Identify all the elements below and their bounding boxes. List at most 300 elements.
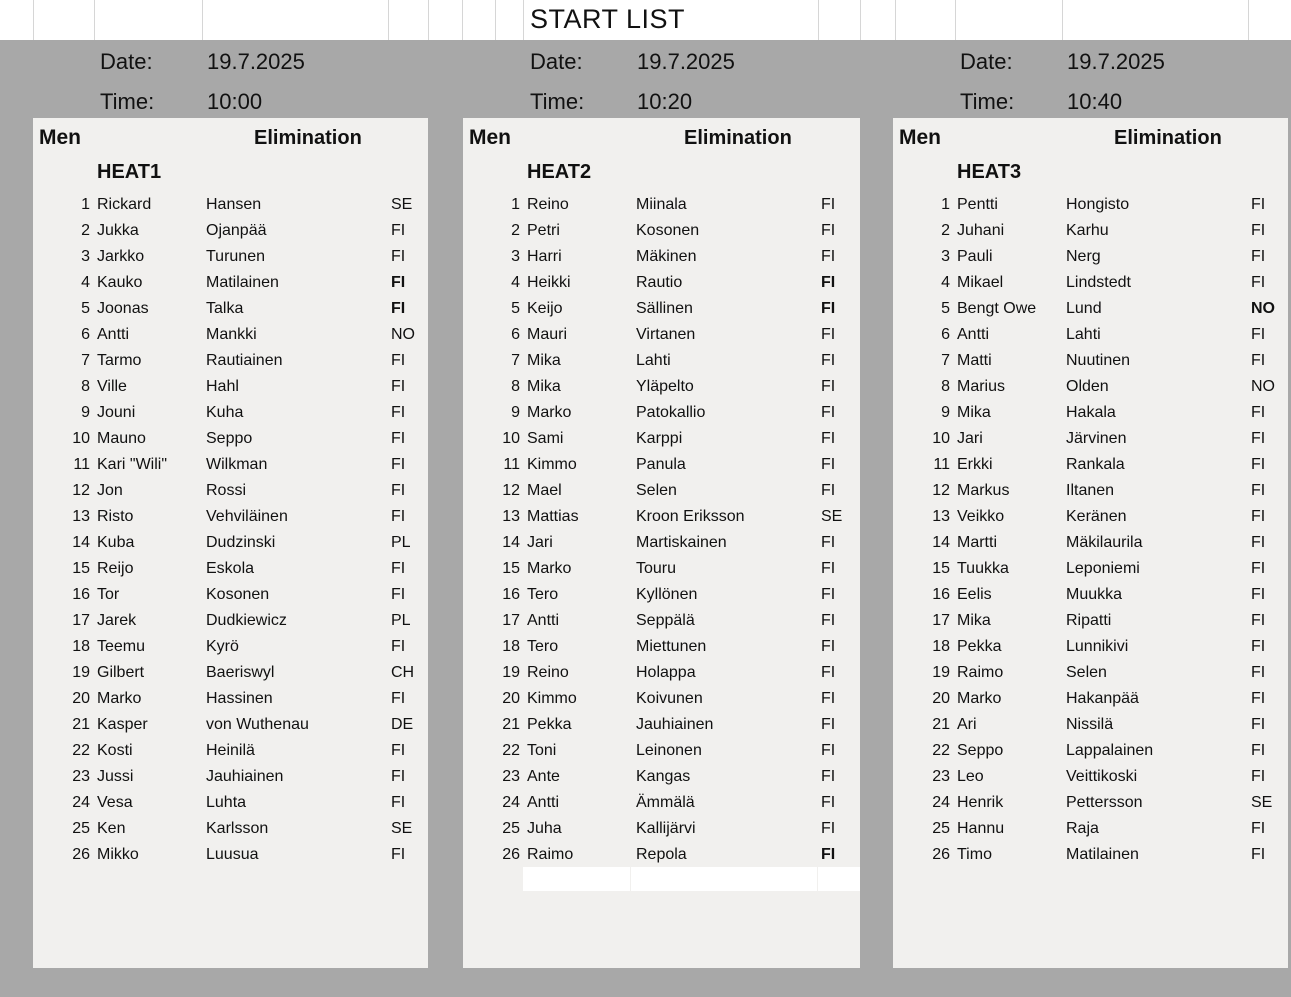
first-name-cell[interactable]: Jarek <box>97 612 137 629</box>
last-name-cell[interactable]: Jauhiainen <box>206 768 284 785</box>
country-cell[interactable]: FI <box>821 274 836 291</box>
country-cell[interactable]: FI <box>391 690 406 707</box>
time-value[interactable]: 10:00 <box>207 89 263 114</box>
last-name-cell[interactable]: Lund <box>1066 300 1102 317</box>
last-name-cell[interactable]: Kosonen <box>206 586 270 603</box>
country-cell[interactable]: FI <box>391 430 406 447</box>
last-name-cell[interactable]: Hassinen <box>206 690 273 707</box>
country-cell[interactable]: FI <box>821 664 836 681</box>
country-cell[interactable]: FI <box>821 586 836 603</box>
first-name-cell[interactable]: Mael <box>527 482 562 499</box>
time-label[interactable]: Time: <box>100 89 155 114</box>
country-cell[interactable]: FI <box>1251 612 1266 629</box>
bib-number-cell[interactable]: 19 <box>502 664 520 681</box>
first-name-cell[interactable]: Sami <box>527 430 564 447</box>
country-cell[interactable]: FI <box>391 794 406 811</box>
last-name-cell[interactable]: Heinilä <box>206 742 255 759</box>
bib-number-cell[interactable]: 17 <box>932 612 950 629</box>
last-name-cell[interactable]: Mankki <box>206 326 257 343</box>
bib-number-cell[interactable]: 11 <box>503 456 520 473</box>
country-cell[interactable]: FI <box>391 638 406 655</box>
bib-number-cell[interactable]: 7 <box>81 352 90 369</box>
first-name-cell[interactable]: Gilbert <box>97 664 145 681</box>
bib-number-cell[interactable]: 8 <box>81 378 90 395</box>
bib-number-cell[interactable]: 2 <box>81 222 90 239</box>
last-name-cell[interactable]: Miinala <box>636 196 687 213</box>
last-name-cell[interactable]: Martiskainen <box>636 534 727 551</box>
time-value[interactable]: 10:20 <box>637 89 693 114</box>
country-cell[interactable]: FI <box>1251 352 1266 369</box>
first-name-cell[interactable]: Hannu <box>957 820 1005 837</box>
time-value[interactable]: 10:40 <box>1067 89 1123 114</box>
bib-number-cell[interactable]: 5 <box>941 300 950 317</box>
first-name-cell[interactable]: Mattias <box>527 508 579 525</box>
bib-number-cell[interactable]: 25 <box>502 820 520 837</box>
first-name-cell[interactable]: Martti <box>957 534 997 551</box>
date-label[interactable]: Date: <box>100 49 153 74</box>
bib-number-cell[interactable]: 20 <box>72 690 90 707</box>
bib-number-cell[interactable]: 8 <box>511 378 520 395</box>
country-cell[interactable]: NO <box>1251 300 1275 317</box>
country-cell[interactable]: FI <box>1251 560 1266 577</box>
country-cell[interactable]: FI <box>1251 508 1266 525</box>
last-name-cell[interactable]: Leinonen <box>636 742 702 759</box>
last-name-cell[interactable]: Nuutinen <box>1066 352 1131 369</box>
country-cell[interactable]: FI <box>391 742 406 759</box>
last-name-cell[interactable]: Hakala <box>1066 404 1116 421</box>
country-cell[interactable]: FI <box>1251 430 1266 447</box>
country-cell[interactable]: FI <box>821 300 836 317</box>
last-name-cell[interactable]: Selen <box>1066 664 1107 681</box>
last-name-cell[interactable]: Touru <box>636 560 677 577</box>
bib-number-cell[interactable]: 22 <box>502 742 520 759</box>
first-name-cell[interactable]: Jari <box>527 534 553 551</box>
last-name-cell[interactable]: Karppi <box>636 430 683 447</box>
country-cell[interactable]: FI <box>1251 716 1266 733</box>
bib-number-cell[interactable]: 16 <box>502 586 520 603</box>
last-name-cell[interactable]: Ojanpää <box>206 222 267 239</box>
last-name-cell[interactable]: Lahti <box>1066 326 1101 343</box>
first-name-cell[interactable]: Reino <box>527 664 569 681</box>
bib-number-cell[interactable]: 23 <box>932 768 950 785</box>
last-name-cell[interactable]: Koivunen <box>636 690 703 707</box>
last-name-cell[interactable]: Karlsson <box>206 820 269 837</box>
first-name-cell[interactable]: Pauli <box>957 248 993 265</box>
country-cell[interactable]: FI <box>821 222 836 239</box>
empty-cell[interactable] <box>523 867 630 891</box>
bib-number-cell[interactable]: 4 <box>511 274 520 291</box>
bib-number-cell[interactable]: 13 <box>932 508 950 525</box>
bib-number-cell[interactable]: 17 <box>502 612 520 629</box>
time-label[interactable]: Time: <box>530 89 585 114</box>
country-cell[interactable]: FI <box>1251 820 1266 837</box>
last-name-cell[interactable]: Iltanen <box>1066 482 1115 499</box>
date-label[interactable]: Date: <box>960 49 1013 74</box>
country-cell[interactable]: FI <box>391 482 406 499</box>
country-cell[interactable]: CH <box>391 664 415 681</box>
first-name-cell[interactable]: Bengt Owe <box>957 300 1037 317</box>
bib-number-cell[interactable]: 4 <box>81 274 90 291</box>
country-cell[interactable]: FI <box>1251 768 1266 785</box>
last-name-cell[interactable]: Holappa <box>636 664 696 681</box>
bib-number-cell[interactable]: 15 <box>502 560 520 577</box>
first-name-cell[interactable]: Marko <box>527 404 572 421</box>
first-name-cell[interactable]: Antti <box>527 612 560 629</box>
last-name-cell[interactable]: Järvinen <box>1066 430 1127 447</box>
date-value[interactable]: 19.7.2025 <box>637 49 735 74</box>
last-name-cell[interactable]: Lindstedt <box>1066 274 1131 291</box>
country-cell[interactable]: FI <box>1251 742 1266 759</box>
country-cell[interactable]: FI <box>821 560 836 577</box>
last-name-cell[interactable]: Miettunen <box>636 638 707 655</box>
last-name-cell[interactable]: Rossi <box>206 482 247 499</box>
first-name-cell[interactable]: Vesa <box>97 794 133 811</box>
last-name-cell[interactable]: Kyllönen <box>636 586 698 603</box>
country-cell[interactable]: FI <box>821 196 836 213</box>
first-name-cell[interactable]: Kauko <box>97 274 143 291</box>
country-cell[interactable]: SE <box>1251 794 1273 811</box>
first-name-cell[interactable]: Tero <box>527 638 559 655</box>
first-name-cell[interactable]: Ken <box>97 820 126 837</box>
last-name-cell[interactable]: Eskola <box>206 560 255 577</box>
country-cell[interactable]: FI <box>1251 274 1266 291</box>
country-cell[interactable]: FI <box>821 716 836 733</box>
first-name-cell[interactable]: Reijo <box>97 560 134 577</box>
first-name-cell[interactable]: Tuukka <box>957 560 1009 577</box>
last-name-cell[interactable]: Rautio <box>636 274 683 291</box>
last-name-cell[interactable]: Rautiainen <box>206 352 283 369</box>
country-cell[interactable]: FI <box>821 430 836 447</box>
first-name-cell[interactable]: Timo <box>957 846 992 863</box>
bib-number-cell[interactable]: 14 <box>72 534 90 551</box>
last-name-cell[interactable]: Sällinen <box>636 300 693 317</box>
country-cell[interactable]: FI <box>821 482 836 499</box>
bib-number-cell[interactable]: 16 <box>932 586 950 603</box>
bib-number-cell[interactable]: 15 <box>72 560 90 577</box>
country-cell[interactable]: FI <box>1251 248 1266 265</box>
bib-number-cell[interactable]: 7 <box>511 352 520 369</box>
bib-number-cell[interactable]: 21 <box>72 716 90 733</box>
bib-number-cell[interactable]: 10 <box>502 430 520 447</box>
last-name-cell[interactable]: Hansen <box>206 196 262 213</box>
time-label[interactable]: Time: <box>960 89 1015 114</box>
country-cell[interactable]: FI <box>821 534 836 551</box>
bib-number-cell[interactable]: 14 <box>502 534 520 551</box>
country-cell[interactable]: FI <box>1251 222 1266 239</box>
first-name-cell[interactable]: Pentti <box>957 196 998 213</box>
country-cell[interactable]: FI <box>1251 664 1266 681</box>
last-name-cell[interactable]: Kangas <box>636 768 691 785</box>
bib-number-cell[interactable]: 23 <box>502 768 520 785</box>
last-name-cell[interactable]: Lunnikivi <box>1066 638 1129 655</box>
first-name-cell[interactable]: Mika <box>527 352 561 369</box>
last-name-cell[interactable]: Kroon Eriksson <box>636 508 745 525</box>
first-name-cell[interactable]: Ville <box>97 378 127 395</box>
date-value[interactable]: 19.7.2025 <box>1067 49 1165 74</box>
country-cell[interactable]: FI <box>821 378 836 395</box>
last-name-cell[interactable]: Jauhiainen <box>636 716 714 733</box>
last-name-cell[interactable]: Nerg <box>1066 248 1101 265</box>
country-cell[interactable]: FI <box>1251 326 1266 343</box>
country-cell[interactable]: FI <box>821 612 836 629</box>
last-name-cell[interactable]: Yläpelto <box>636 378 694 395</box>
country-cell[interactable]: FI <box>1251 456 1266 473</box>
bib-number-cell[interactable]: 3 <box>511 248 520 265</box>
bib-number-cell[interactable]: 1 <box>511 196 520 213</box>
last-name-cell[interactable]: Selen <box>636 482 677 499</box>
first-name-cell[interactable]: Mauri <box>527 326 568 343</box>
bib-number-cell[interactable]: 11 <box>933 456 950 473</box>
country-cell[interactable]: FI <box>391 508 406 525</box>
country-cell[interactable]: FI <box>391 222 406 239</box>
last-name-cell[interactable]: Baeriswyl <box>206 664 275 681</box>
bib-number-cell[interactable]: 16 <box>72 586 90 603</box>
last-name-cell[interactable]: Virtanen <box>636 326 696 343</box>
bib-number-cell[interactable]: 23 <box>72 768 90 785</box>
first-name-cell[interactable]: Marko <box>97 690 142 707</box>
last-name-cell[interactable]: Kallijärvi <box>636 820 696 837</box>
bib-number-cell[interactable]: 7 <box>941 352 950 369</box>
bib-number-cell[interactable]: 19 <box>72 664 90 681</box>
first-name-cell[interactable]: Henrik <box>957 794 1004 811</box>
country-cell[interactable]: FI <box>821 794 836 811</box>
empty-cell[interactable] <box>631 867 817 891</box>
first-name-cell[interactable]: Tarmo <box>97 352 142 369</box>
bib-number-cell[interactable]: 3 <box>941 248 950 265</box>
first-name-cell[interactable]: Reino <box>527 196 569 213</box>
last-name-cell[interactable]: Mäkilaurila <box>1066 534 1143 551</box>
bib-number-cell[interactable]: 4 <box>941 274 950 291</box>
first-name-cell[interactable]: Matti <box>957 352 992 369</box>
last-name-cell[interactable]: Seppälä <box>636 612 695 629</box>
bib-number-cell[interactable]: 19 <box>932 664 950 681</box>
bib-number-cell[interactable]: 12 <box>932 482 950 499</box>
country-cell[interactable]: FI <box>391 768 406 785</box>
bib-number-cell[interactable]: 2 <box>941 222 950 239</box>
last-name-cell[interactable]: Rankala <box>1066 456 1125 473</box>
first-name-cell[interactable]: Antti <box>957 326 990 343</box>
bib-number-cell[interactable]: 26 <box>932 846 950 863</box>
bib-number-cell[interactable]: 9 <box>941 404 950 421</box>
last-name-cell[interactable]: von Wuthenau <box>206 716 309 733</box>
first-name-cell[interactable]: Jussi <box>97 768 134 785</box>
first-name-cell[interactable]: Marko <box>957 690 1002 707</box>
first-name-cell[interactable]: Toni <box>527 742 557 759</box>
country-cell[interactable]: FI <box>821 404 836 421</box>
first-name-cell[interactable]: Juha <box>527 820 562 837</box>
first-name-cell[interactable]: Juhani <box>957 222 1005 239</box>
last-name-cell[interactable]: Lappalainen <box>1066 742 1154 759</box>
first-name-cell[interactable]: Veikko <box>957 508 1005 525</box>
country-cell[interactable]: NO <box>1251 378 1275 395</box>
country-cell[interactable]: FI <box>1251 586 1266 603</box>
last-name-cell[interactable]: Leponiemi <box>1066 560 1140 577</box>
country-cell[interactable]: FI <box>821 456 836 473</box>
bib-number-cell[interactable]: 1 <box>81 196 90 213</box>
first-name-cell[interactable]: Mikael <box>957 274 1004 291</box>
last-name-cell[interactable]: Matilainen <box>206 274 279 291</box>
bib-number-cell[interactable]: 13 <box>502 508 520 525</box>
last-name-cell[interactable]: Kuha <box>206 404 244 421</box>
bib-number-cell[interactable]: 1 <box>941 196 950 213</box>
bib-number-cell[interactable]: 9 <box>81 404 90 421</box>
country-cell[interactable]: FI <box>1251 638 1266 655</box>
last-name-cell[interactable]: Repola <box>636 846 687 863</box>
bib-number-cell[interactable]: 11 <box>73 456 90 473</box>
last-name-cell[interactable]: Luusua <box>206 846 259 863</box>
first-name-cell[interactable]: Mikko <box>97 846 139 863</box>
last-name-cell[interactable]: Karhu <box>1066 222 1109 239</box>
country-cell[interactable]: FI <box>1251 690 1266 707</box>
bib-number-cell[interactable]: 6 <box>511 326 520 343</box>
country-cell[interactable]: FI <box>1251 404 1266 421</box>
bib-number-cell[interactable]: 24 <box>932 794 950 811</box>
empty-cell[interactable] <box>818 867 860 891</box>
bib-number-cell[interactable]: 5 <box>81 300 90 317</box>
bib-number-cell[interactable]: 14 <box>932 534 950 551</box>
last-name-cell[interactable]: Dudkiewicz <box>206 612 287 629</box>
country-cell[interactable]: FI <box>821 690 836 707</box>
country-cell[interactable]: FI <box>391 352 406 369</box>
first-name-cell[interactable]: Antti <box>527 794 560 811</box>
last-name-cell[interactable]: Lahti <box>636 352 671 369</box>
country-cell[interactable]: FI <box>821 742 836 759</box>
bib-number-cell[interactable]: 6 <box>941 326 950 343</box>
bib-number-cell[interactable]: 22 <box>72 742 90 759</box>
first-name-cell[interactable]: Mika <box>957 612 991 629</box>
country-cell[interactable]: FI <box>391 586 406 603</box>
last-name-cell[interactable]: Kyrö <box>206 638 239 655</box>
first-name-cell[interactable]: Tor <box>97 586 120 603</box>
first-name-cell[interactable]: Marius <box>957 378 1006 395</box>
country-cell[interactable]: FI <box>391 560 406 577</box>
first-name-cell[interactable]: Marko <box>527 560 572 577</box>
last-name-cell[interactable]: Hahl <box>206 378 239 395</box>
first-name-cell[interactable]: Mauno <box>97 430 146 447</box>
bib-number-cell[interactable]: 18 <box>932 638 950 655</box>
first-name-cell[interactable]: Kosti <box>97 742 133 759</box>
country-cell[interactable]: FI <box>821 248 836 265</box>
date-label[interactable]: Date: <box>530 49 583 74</box>
country-cell[interactable]: FI <box>391 274 406 291</box>
first-name-cell[interactable]: Keijo <box>527 300 563 317</box>
last-name-cell[interactable]: Ämmälä <box>636 794 695 811</box>
last-name-cell[interactable]: Matilainen <box>1066 846 1139 863</box>
country-cell[interactable]: FI <box>821 352 836 369</box>
last-name-cell[interactable]: Olden <box>1066 378 1109 395</box>
country-cell[interactable]: SE <box>391 196 413 213</box>
first-name-cell[interactable]: Jari <box>957 430 983 447</box>
bib-number-cell[interactable]: 20 <box>932 690 950 707</box>
last-name-cell[interactable]: Seppo <box>206 430 253 447</box>
bib-number-cell[interactable]: 20 <box>502 690 520 707</box>
country-cell[interactable]: FI <box>391 846 406 863</box>
first-name-cell[interactable]: Eelis <box>957 586 992 603</box>
first-name-cell[interactable]: Jon <box>97 482 123 499</box>
country-cell[interactable]: FI <box>391 404 406 421</box>
last-name-cell[interactable]: Talka <box>206 300 244 317</box>
bib-number-cell[interactable]: 26 <box>502 846 520 863</box>
last-name-cell[interactable]: Patokallio <box>636 404 706 421</box>
country-cell[interactable]: FI <box>1251 196 1266 213</box>
country-cell[interactable]: FI <box>821 326 836 343</box>
first-name-cell[interactable]: Pekka <box>527 716 572 733</box>
country-cell[interactable]: PL <box>391 612 411 629</box>
last-name-cell[interactable]: Wilkman <box>206 456 268 473</box>
country-cell[interactable]: FI <box>391 456 406 473</box>
country-cell[interactable]: FI <box>821 846 836 863</box>
first-name-cell[interactable]: Raimo <box>527 846 574 863</box>
first-name-cell[interactable]: Teemu <box>97 638 146 655</box>
first-name-cell[interactable]: Kari "Wili" <box>97 456 168 473</box>
first-name-cell[interactable]: Erkki <box>957 456 993 473</box>
country-cell[interactable]: FI <box>821 820 836 837</box>
country-cell[interactable]: FI <box>821 638 836 655</box>
first-name-cell[interactable]: Jouni <box>97 404 136 421</box>
country-cell[interactable]: FI <box>1251 534 1266 551</box>
bib-number-cell[interactable]: 26 <box>72 846 90 863</box>
last-name-cell[interactable]: Luhta <box>206 794 247 811</box>
first-name-cell[interactable]: Raimo <box>957 664 1004 681</box>
last-name-cell[interactable]: Keränen <box>1066 508 1127 525</box>
last-name-cell[interactable]: Muukka <box>1066 586 1123 603</box>
first-name-cell[interactable]: Mika <box>527 378 561 395</box>
bib-number-cell[interactable]: 10 <box>72 430 90 447</box>
country-cell[interactable]: FI <box>391 378 406 395</box>
last-name-cell[interactable]: Raja <box>1066 820 1099 837</box>
bib-number-cell[interactable]: 9 <box>511 404 520 421</box>
last-name-cell[interactable]: Nissilä <box>1066 716 1114 733</box>
first-name-cell[interactable]: Ante <box>527 768 560 785</box>
last-name-cell[interactable]: Veittikoski <box>1066 768 1138 785</box>
first-name-cell[interactable]: Ari <box>957 716 977 733</box>
first-name-cell[interactable]: Heikki <box>527 274 571 291</box>
last-name-cell[interactable]: Panula <box>636 456 686 473</box>
bib-number-cell[interactable]: 24 <box>72 794 90 811</box>
bib-number-cell[interactable]: 18 <box>72 638 90 655</box>
first-name-cell[interactable]: Rickard <box>97 196 152 213</box>
first-name-cell[interactable]: Kimmo <box>527 690 577 707</box>
first-name-cell[interactable]: Leo <box>957 768 984 785</box>
date-value[interactable]: 19.7.2025 <box>207 49 305 74</box>
country-cell[interactable]: NO <box>391 326 415 343</box>
bib-number-cell[interactable]: 2 <box>511 222 520 239</box>
first-name-cell[interactable]: Risto <box>97 508 134 525</box>
last-name-cell[interactable]: Mäkinen <box>636 248 697 265</box>
first-name-cell[interactable]: Seppo <box>957 742 1004 759</box>
country-cell[interactable]: SE <box>391 820 413 837</box>
last-name-cell[interactable]: Kosonen <box>636 222 700 239</box>
first-name-cell[interactable]: Petri <box>527 222 560 239</box>
last-name-cell[interactable]: Vehviläinen <box>206 508 288 525</box>
bib-number-cell[interactable]: 17 <box>72 612 90 629</box>
bib-number-cell[interactable]: 3 <box>81 248 90 265</box>
country-cell[interactable]: DE <box>391 716 414 733</box>
bib-number-cell[interactable]: 6 <box>81 326 90 343</box>
first-name-cell[interactable]: Joonas <box>97 300 149 317</box>
bib-number-cell[interactable]: 21 <box>932 716 950 733</box>
last-name-cell[interactable]: Hongisto <box>1066 196 1130 213</box>
bib-number-cell[interactable]: 12 <box>72 482 90 499</box>
last-name-cell[interactable]: Hakanpää <box>1066 690 1139 707</box>
country-cell[interactable]: FI <box>1251 482 1266 499</box>
last-name-cell[interactable]: Ripatti <box>1066 612 1112 629</box>
first-name-cell[interactable]: Harri <box>527 248 562 265</box>
country-cell[interactable]: SE <box>821 508 843 525</box>
first-name-cell[interactable]: Kasper <box>97 716 148 733</box>
first-name-cell[interactable]: Tero <box>527 586 559 603</box>
bib-number-cell[interactable]: 25 <box>932 820 950 837</box>
